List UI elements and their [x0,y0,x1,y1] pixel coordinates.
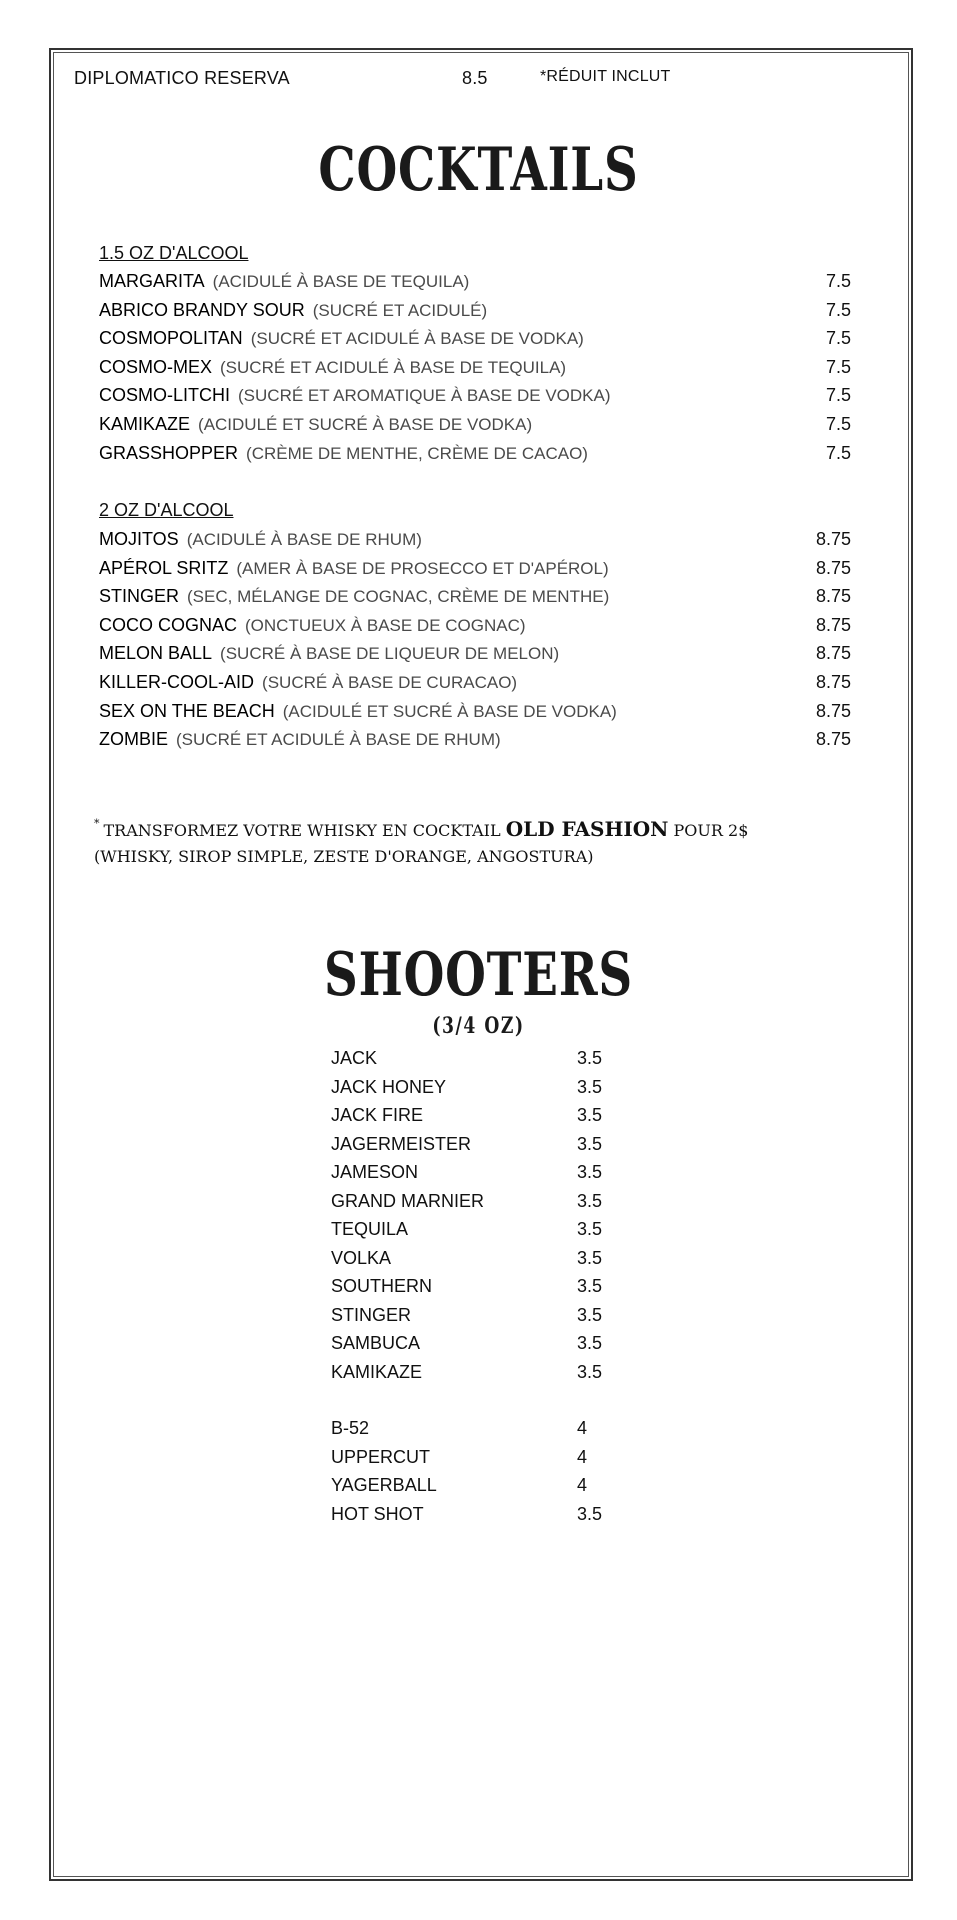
shooter-price: 3.5 [577,1219,603,1239]
cocktail-price: 8.75 [815,586,851,607]
shooters-subtitle: (3/4 OZ) [432,1013,525,1039]
shooter-row [331,1305,611,1334]
cocktail-description: (SEC, MÉLANGE DE COGNAC, CRÈME DE MENTHE) [187,587,610,607]
shooter-row [331,1362,611,1391]
top-item-name: DIPLOMATICO RESERVA [74,68,290,88]
cocktail-row [99,672,851,701]
cocktail-list-2oz [99,529,851,758]
shooter-price: 3.5 [577,1048,603,1068]
cocktail-description: (SUCRÉ ET AROMATIQUE À BASE DE VODKA) [238,386,611,406]
note-old-fashion: OLD FASHION [505,817,669,841]
cocktail-row [99,615,851,644]
cocktail-name: KILLER-COOL-AID [99,671,255,692]
shooter-name: TEQUILA [331,1219,409,1239]
cocktail-row [99,529,851,558]
shooter-name: JACK [331,1048,378,1068]
shooter-row [331,1248,611,1277]
shooter-name: STINGER [331,1304,412,1325]
note-suffix: POUR 2$ [673,821,749,840]
cocktail-row [99,357,851,386]
cocktail-name: STINGER [99,586,180,607]
whisky-note-line-2: (WHISKY, SIROP SIMPLE, ZESTE D'ORANGE, ANGOSTURA) [94,847,594,866]
shooter-list-main [331,1048,611,1390]
cocktail-name: MOJITOS [99,529,179,549]
cocktail-row [99,643,851,672]
cocktail-price: 7.5 [825,442,851,463]
cocktail-description: (SUCRÉ ET ACIDULÉ À BASE DE RHUM) [176,730,501,750]
cocktail-row [99,558,851,587]
note-asterisk: * [94,817,100,830]
shooter-row [331,1447,611,1476]
cocktail-name: APÉROL SRITZ [99,557,229,578]
cocktail-row [99,328,851,357]
shooters-heading: SHOOTERS [324,940,633,1010]
shooter-price: 3.5 [577,1247,603,1268]
shooter-row [331,1333,611,1362]
cocktail-price: 8.75 [815,614,851,635]
cocktail-name: COSMO-MEX [99,356,213,377]
cocktail-description: (CRÈME DE MENTHE, CRÈME DE CACAO) [246,443,588,463]
cocktail-description: (ACIDULÉ À BASE DE RHUM) [186,530,422,549]
cocktail-name: ZOMBIE [99,729,169,750]
cocktail-name: MELON BALL [99,643,213,664]
shooter-row [331,1105,611,1134]
cocktail-description: (SUCRÉ ET ACIDULÉ À BASE DE TEQUILA) [220,357,567,377]
shooter-price: 4 [577,1446,588,1467]
shooter-name: KAMIKAZE [331,1361,423,1382]
cocktail-price: 7.5 [825,299,851,320]
cocktail-description: (AMER À BASE DE PROSECCO ET D'APÉROL) [236,558,609,578]
cocktail-price: 8.75 [815,671,851,692]
shooter-row [331,1048,611,1077]
shooter-name: SOUTHERN [331,1276,433,1296]
cocktail-row [99,701,851,730]
cocktail-row [99,271,851,300]
cocktail-row [99,300,851,329]
cocktail-price: 7.5 [825,328,851,349]
whisky-note-line-1 [94,817,748,841]
shooter-row [331,1162,611,1191]
shooter-row [331,1191,611,1220]
shooter-name: YAGERBALL [331,1475,437,1495]
top-item-price: 8.5 [462,68,488,88]
note-prefix: TRANSFORMEZ VOTRE WHISKY EN COCKTAIL [103,821,501,840]
shooter-name: JAMESON [331,1162,419,1182]
cocktail-description: (SUCRÉ ET ACIDULÉ) [312,300,488,320]
cocktail-description: (ACIDULÉ ET SUCRÉ À BASE DE VODKA) [198,414,533,434]
cocktail-price: 7.5 [825,271,851,291]
shooter-price: 3.5 [577,1503,603,1524]
cocktail-row [99,729,851,758]
shooter-price: 4 [577,1475,588,1495]
shooter-price: 3.5 [577,1333,603,1353]
section-label-2oz: 2 OZ D'ALCOOL [99,500,234,520]
shooter-row [331,1276,611,1305]
top-item-note: *RÉDUIT INCLUT [540,68,671,85]
shooter-list-specials [331,1418,611,1532]
cocktail-price: 7.5 [825,413,851,434]
shooter-name: SAMBUCA [331,1333,421,1353]
cocktail-name: GRASSHOPPER [99,442,239,463]
cocktail-price: 8.75 [815,529,851,549]
cocktail-row [99,385,851,414]
cocktail-row [99,586,851,615]
shooter-price: 3.5 [577,1162,603,1182]
shooter-name: HOT SHOT [331,1503,424,1524]
cocktail-price: 7.5 [825,356,851,377]
cocktail-description: (SUCRÉ ET ACIDULÉ À BASE DE VODKA) [250,329,584,349]
shooter-row [331,1475,611,1504]
cocktail-name: COSMO-LITCHI [99,385,231,406]
cocktail-price: 8.75 [815,700,851,721]
cocktail-description: (SUCRÉ À BASE DE CURACAO) [262,672,518,692]
shooter-name: B-52 [331,1418,370,1438]
shooter-row [331,1077,611,1106]
shooter-row [331,1134,611,1163]
shooter-price: 3.5 [577,1133,603,1154]
cocktail-name: COCO COGNAC [99,614,238,635]
shooter-name: VOLKA [331,1247,392,1268]
cocktail-price: 7.5 [825,385,851,406]
cocktail-list-1-5oz [99,271,851,471]
shooter-row [331,1219,611,1248]
cocktail-name: SEX ON THE BEACH [99,700,275,721]
cocktail-row [99,443,851,472]
cocktails-heading: COCKTAILS [318,135,639,205]
shooter-price: 4 [577,1418,588,1438]
shooter-name: JAGERMEISTER [331,1133,472,1154]
cocktail-name: COSMOPOLITAN [99,328,243,349]
shooter-name: JACK HONEY [331,1076,447,1097]
cocktail-price: 8.75 [815,729,851,750]
shooter-row [331,1504,611,1533]
cocktail-price: 8.75 [815,643,851,664]
shooter-price: 3.5 [577,1190,603,1211]
cocktail-price: 8.75 [815,557,851,578]
shooter-price: 3.5 [577,1076,603,1097]
shooter-price: 3.5 [577,1304,603,1325]
cocktail-description: (ONCTUEUX À BASE DE COGNAC) [245,615,526,635]
section-label-1-5oz: 1.5 OZ D'ALCOOL [99,243,249,263]
shooter-price: 3.5 [577,1105,603,1125]
shooter-name: GRAND MARNIER [331,1190,485,1211]
cocktail-description: (ACIDULÉ ET SUCRÉ À BASE DE VODKA) [282,701,617,721]
cocktail-name: ABRICO BRANDY SOUR [99,299,305,320]
cocktail-row [99,414,851,443]
cocktail-name: MARGARITA [99,271,205,291]
shooter-row [331,1418,611,1447]
cocktail-description: (SUCRÉ À BASE DE LIQUEUR DE MELON) [220,644,560,664]
shooter-price: 3.5 [577,1276,603,1296]
cocktail-name: KAMIKAZE [99,413,191,434]
shooter-price: 3.5 [577,1361,603,1382]
shooter-name: JACK FIRE [331,1105,424,1125]
cocktail-description: (ACIDULÉ À BASE DE TEQUILA) [212,272,470,291]
shooter-name: UPPERCUT [331,1446,431,1467]
